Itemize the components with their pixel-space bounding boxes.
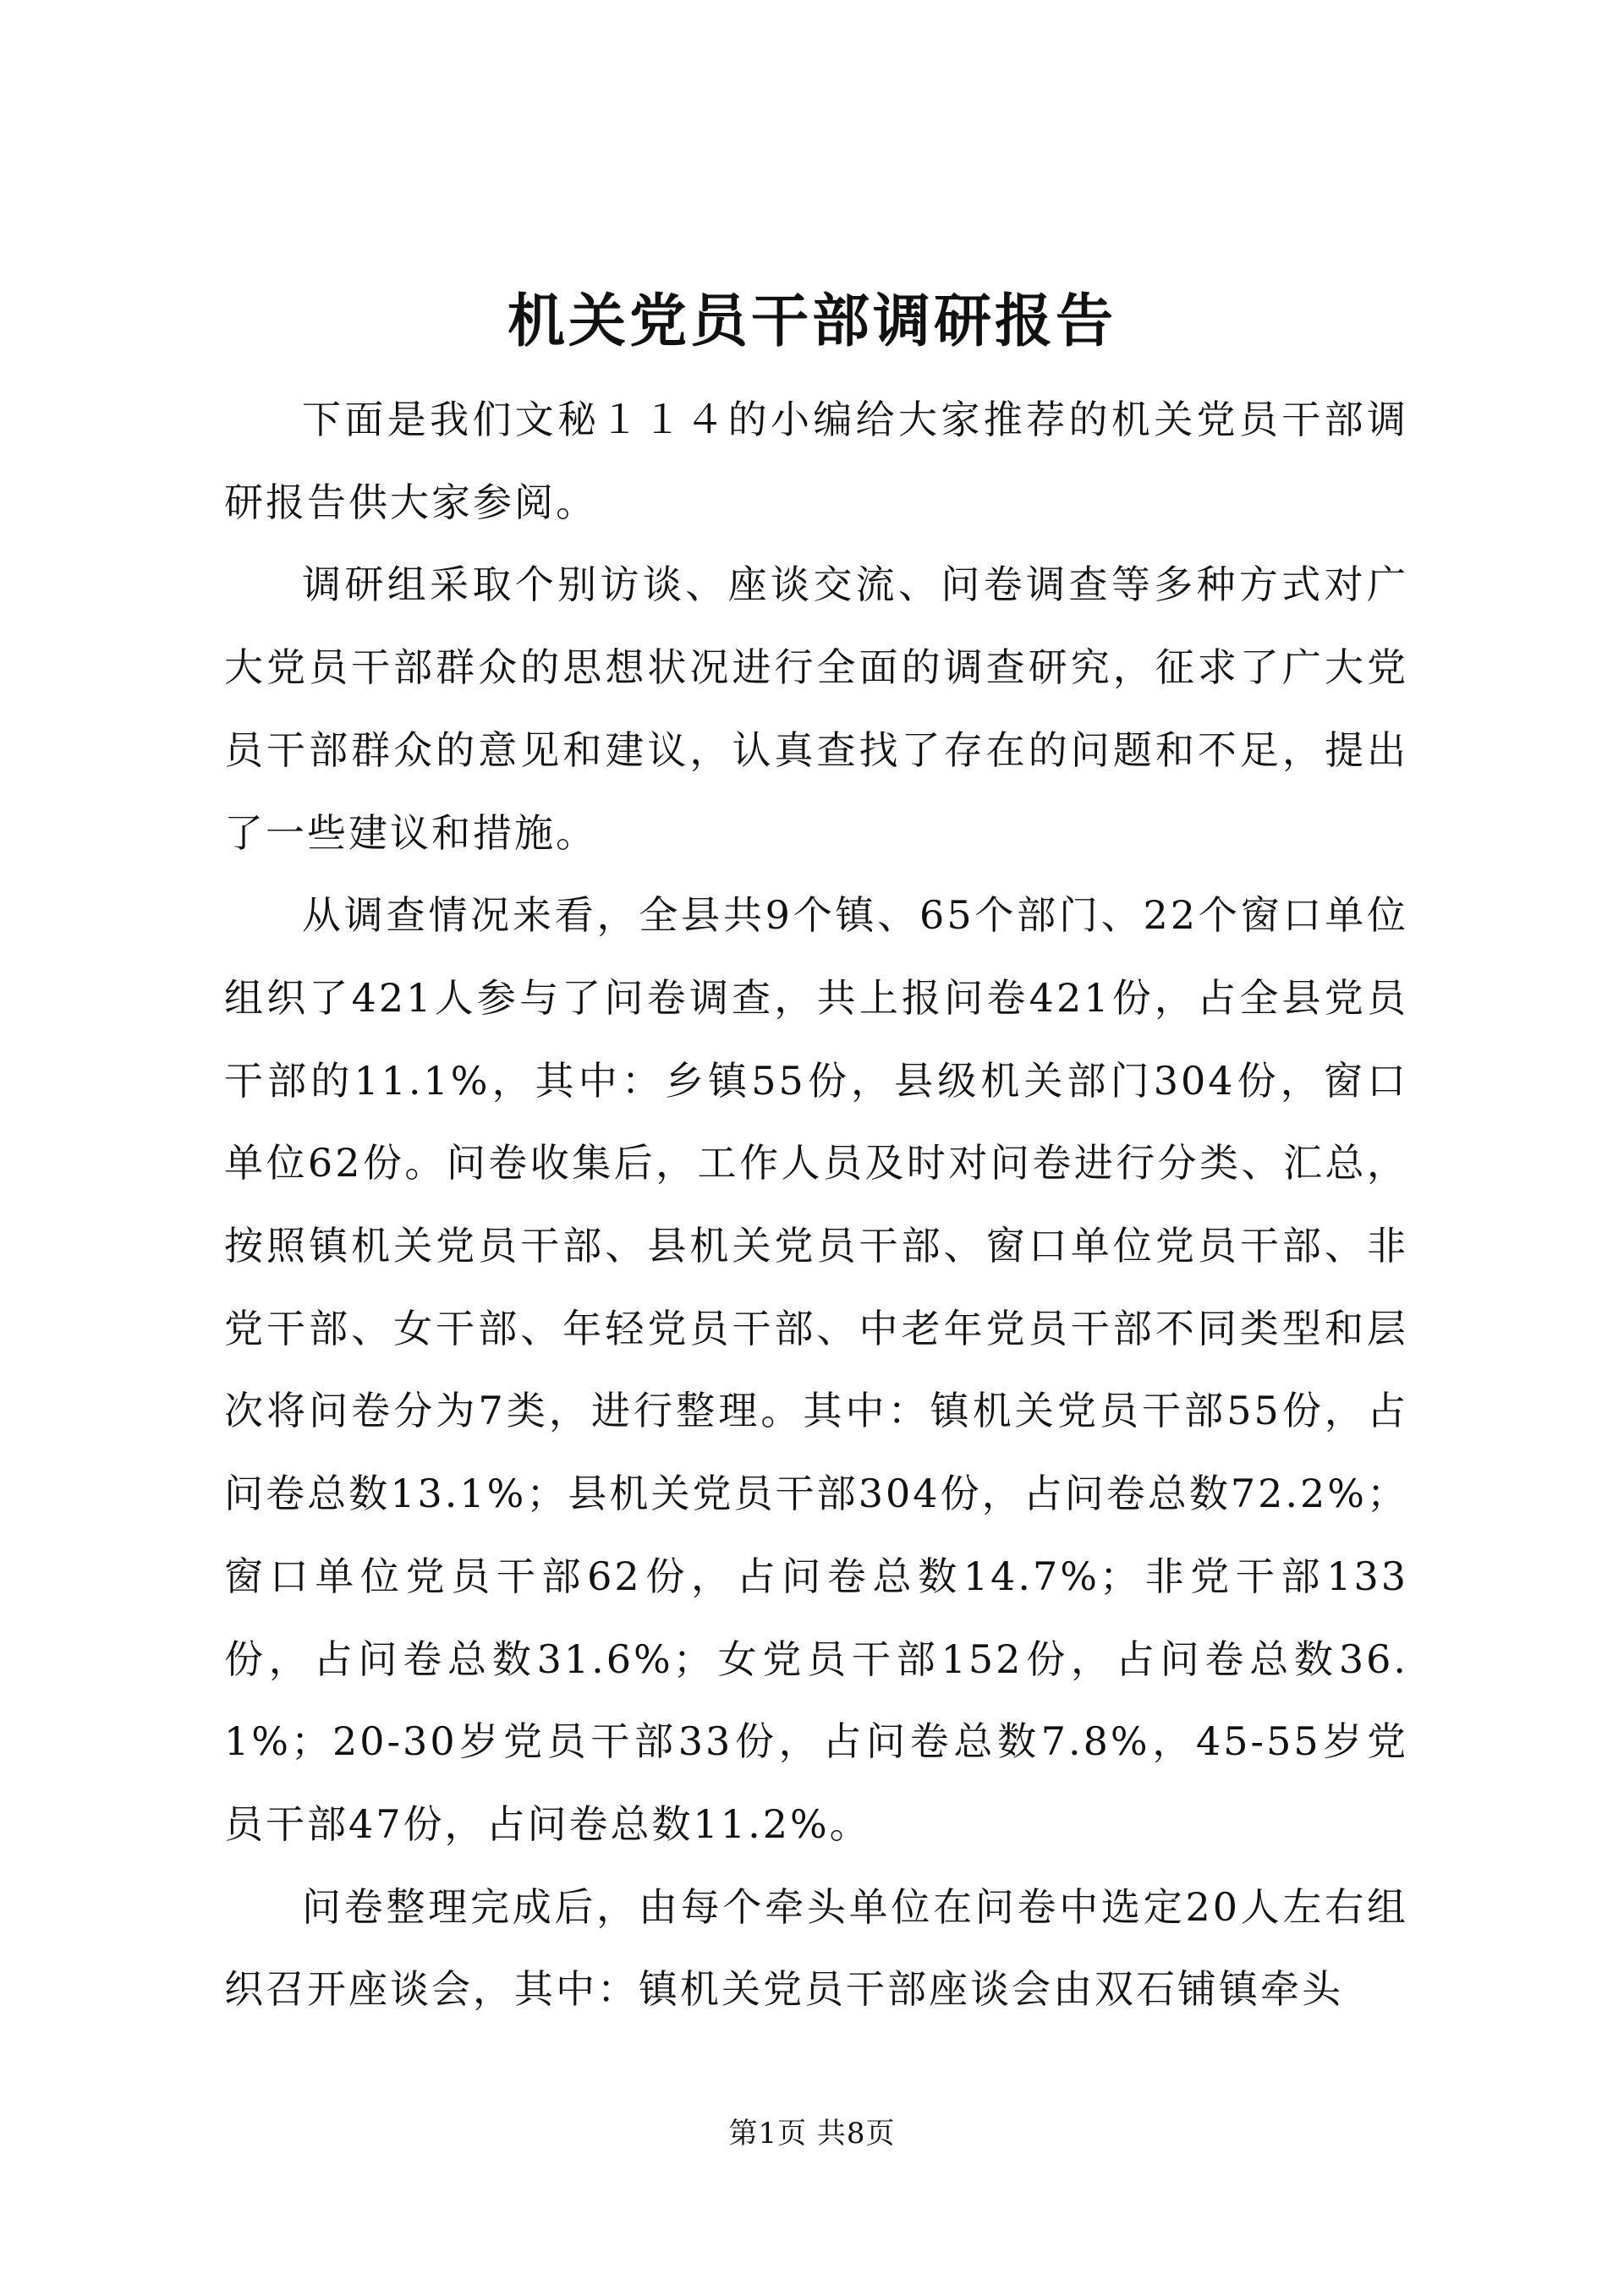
document-title: 机关党员干部调研报告 bbox=[507, 288, 1116, 355]
paragraph-methods: 调研组采取个别访谈、座谈交流、问卷调查等多种方式对广大党员干部群众的思想状况进行全面的调查研究，征求了广大党员干部群众的意见和建议，认真查找了存在的问题和不足，提出了一些建议和措施。 bbox=[224, 562, 1408, 856]
document-body bbox=[224, 379, 1408, 2031]
paragraph-forum: 问卷整理完成后，由每个牵头单位在问卷中选定20人左右组织召开座谈会，其中：镇机关党员干部座谈会由双石铺镇牵头 bbox=[224, 1883, 1408, 2013]
paragraph-survey-stats: 从调查情况来看，全县共9个镇、65个部门、22个窗口单位组织了421人参与了问卷调查，共上报问卷421份，占全县党员干部的11.1%，其中：乡镇55份，县级机关部门304份，窗口单位62份。问卷收集后，工作人员及时对问卷进行分类、汇总，按照镇机关党员干部、县机关党员干部、窗口单位党员干部、非党干部、女干部、年轻党员干部、中老年党员干部不同类型和层次将问卷分为7类，进行整理。其中：镇机关党员干部55份，占问卷总数13.1%；县机关党员干部304份，占问卷总数72.2%；窗口单位党员干部62份，占问卷总数14.7%；非党干部133份，占问卷总数31.6%；女党员干部152份，占问卷总数36.1%；20-30岁党员干部33份，占问卷总数7.8%，45-55岁党员干部47份，占问卷总数11.2%。 bbox=[224, 892, 1408, 1847]
page-number-footer: 第1页 共8页 bbox=[728, 2117, 896, 2151]
paragraph-intro: 下面是我们文秘１１４的小编给大家推荐的机关党员干部调研报告供大家参阅。 bbox=[224, 397, 1408, 525]
